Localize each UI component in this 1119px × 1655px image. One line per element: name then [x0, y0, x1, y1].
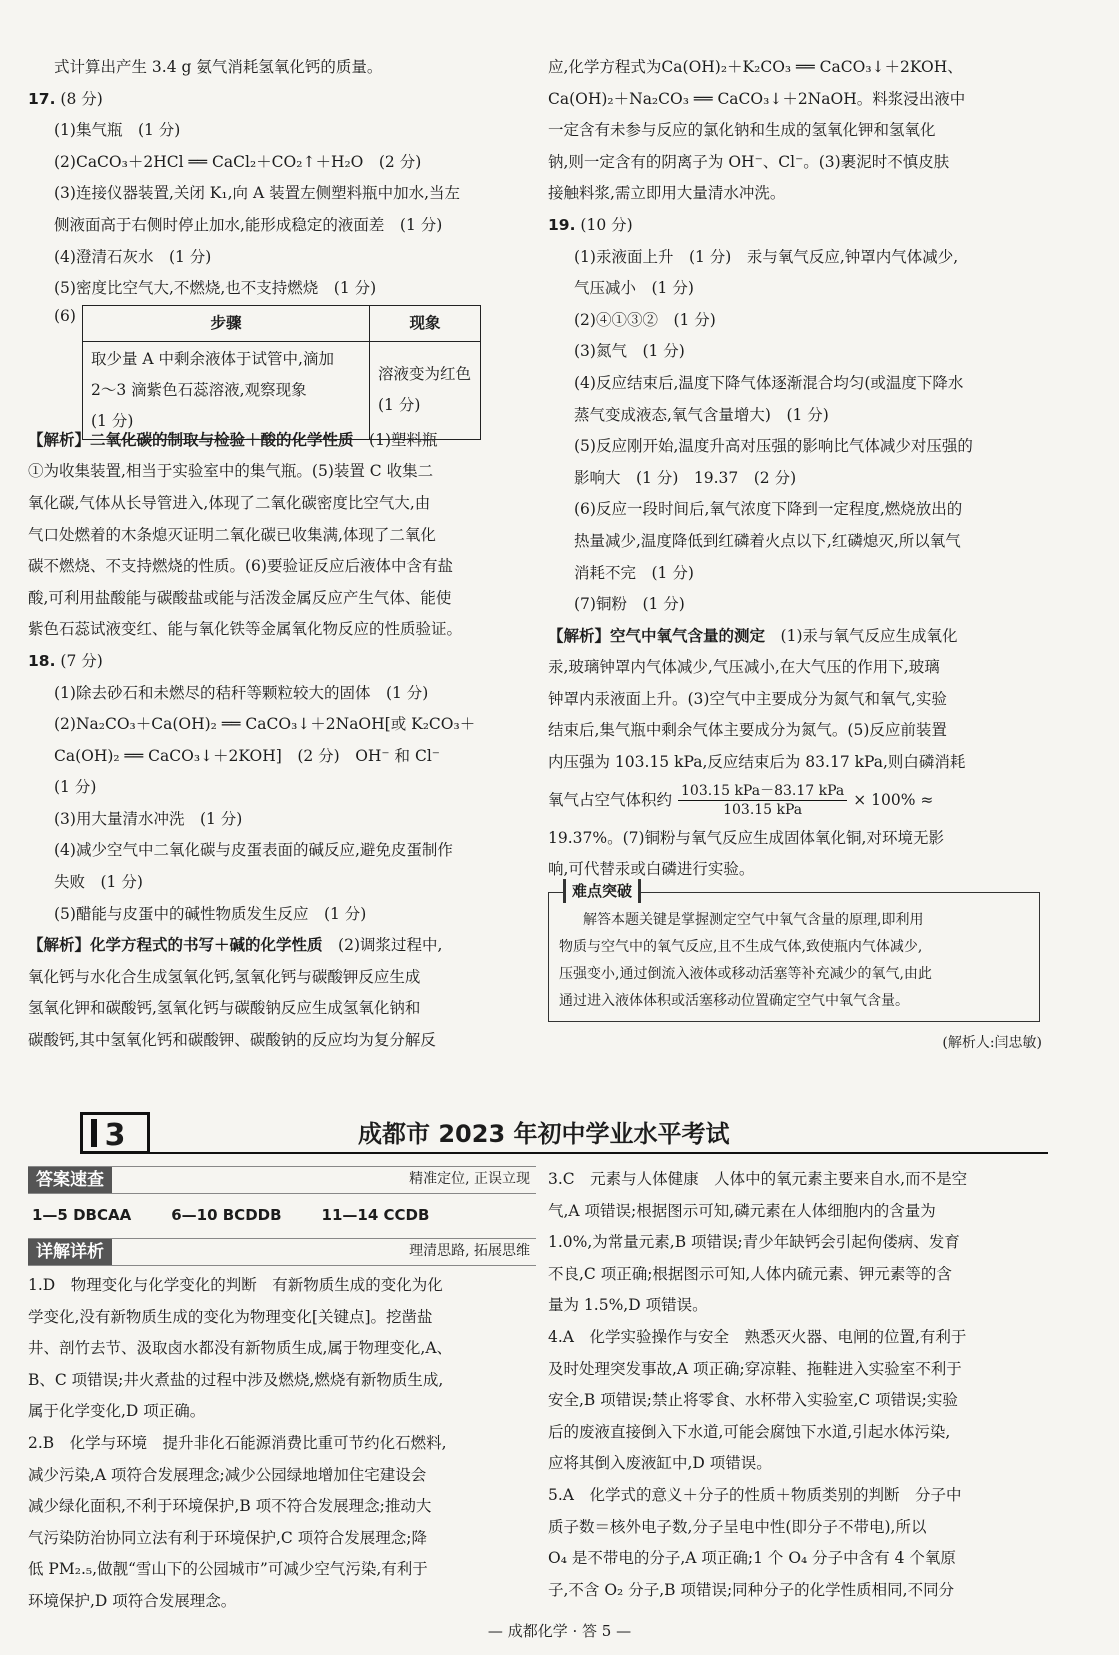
q18-cont-line: 接触料浆,需立即用大量清水冲洗。 — [548, 184, 786, 203]
item-line: 学变化,没有新物质生成的变化为物理变化[关键点]。挖凿盐 — [28, 1307, 433, 1326]
q17-number: 17. — [28, 89, 56, 108]
quick-answers — [28, 1198, 536, 1234]
item-line: 质子数＝核外电子数,分子呈电中性(即分子不带电),所以 — [548, 1517, 927, 1536]
answer-group: 6—10 BCDDB — [171, 1206, 282, 1225]
left-column — [28, 52, 536, 1057]
item-line: 减少污染,A 项符合发展理念;减少公园绿地增加住宅建设会 — [28, 1465, 427, 1484]
q17-analysis-line: 气口处燃着的木条熄灭证明二氧化碳已收集满,体现了二氧化 — [28, 525, 436, 544]
section-header — [28, 1112, 1048, 1158]
section-title: 成都市 2023 年初中学业水平考试 — [358, 1120, 730, 1148]
q19-line: 气压减小 (1 分) — [574, 279, 694, 298]
difficulty-line: 压强变小,通过倒流入液体或移动活塞等补充减少的氧气,由此 — [559, 965, 932, 982]
q17-steps-table — [82, 305, 481, 440]
analysis-label: 详解详析 — [28, 1239, 112, 1265]
answers-label: 答案速查 — [28, 1167, 112, 1193]
q18-line: (1)除去砂石和未燃尽的秸秆等颗粒较大的固体 (1 分) — [54, 683, 429, 702]
q18-line: Ca(OH)₂ ══ CaCO₃↓＋2KOH] (2 分) OH⁻ 和 Cl⁻ — [54, 746, 440, 765]
q18-line: (5)醋能与皮蛋中的碱性物质发生反应 (1 分) — [54, 904, 367, 923]
q19-fraction-line — [548, 779, 1048, 823]
q17-line: (4)澄清石灰水 (1 分) — [54, 247, 212, 266]
q19-line: (6)反应一段时间后,氧气浓度下降到一定程度,燃烧放出的 — [574, 500, 963, 519]
q17-line: (1)集气瓶 (1 分) — [54, 121, 181, 140]
q17-table-wrap — [28, 305, 536, 430]
q17-score: (8 分) — [60, 89, 103, 108]
q17-analysis-line: 酸,可利用盐酸能与碳酸盐或能与活泼金属反应产生气体、能使 — [28, 588, 452, 607]
right-column — [548, 52, 1048, 1059]
item-line: 及时处理突发事故,A 项正确;穿凉鞋、拖鞋进入实验室不利于 — [548, 1359, 962, 1378]
q18-cont-line: 钠,则一定含有的阴离子为 OH⁻、Cl⁻。(3)裹泥时不慎皮肤 — [548, 152, 950, 171]
item-line: 应将其倒入废液缸中,D 项错误。 — [548, 1454, 772, 1473]
item-line: 2.B 化学与环境 提升非化石能源消费比重可节约化石燃料, — [28, 1433, 447, 1452]
q19-analysis-line: 汞,玻璃钟罩内气体减少,气压减小,在大气压的作用下,玻璃 — [548, 658, 940, 677]
analysis-tag: 【解析】 — [548, 626, 611, 645]
q17-analysis-line: 碳不燃烧、不支持燃烧的性质。(6)要验证反应后液体中含有盐 — [28, 557, 453, 576]
q18-score: (7 分) — [60, 651, 103, 670]
q19-analysis-line: 钟罩内汞液面上升。(3)空气中主要成分为氮气和氧气,实验 — [548, 689, 947, 708]
item-line: 子,不含 O₂ 分子,B 项错误;同种分子的化学性质相同,不同分 — [548, 1580, 955, 1599]
table-header-phenomenon: 现象 — [370, 305, 481, 341]
q18-analysis-line: 氧化钙与水化合生成氢氧化钙,氢氧化钙与碳酸钾反应生成 — [28, 967, 421, 986]
section-divider — [150, 1152, 1048, 1154]
lower-left-column — [28, 1162, 536, 1618]
fraction-numerator: 103.15 kPa－83.17 kPa — [678, 782, 847, 801]
answer-group: 1—5 DBCAA — [32, 1206, 132, 1225]
difficulty-line: 解答本题关键是掌握测定空气中氧气含量的原理,即利用 — [583, 911, 924, 928]
table-header-step: 步骤 — [83, 305, 370, 341]
result-line: (1 分) — [378, 396, 421, 415]
q19-line: 蒸气变成液态,氧气含量增大) (1 分) — [574, 405, 829, 424]
item-line: 量为 1.5%,D 项错误。 — [548, 1296, 708, 1315]
q17-analysis-line: ①为收集装置,相当于实验室中的集气瓶。(5)装置 C 收集二 — [28, 462, 434, 481]
item-line: 1.0%,为常量元素,B 项错误;青少年缺钙会引起佝偻病、发育 — [548, 1233, 960, 1252]
item-line: 减少绿化面积,不利于环境保护,B 项不符合发展理念;推动大 — [28, 1497, 432, 1516]
item-line: 后的废液直接倒入下水道,可能会腐蚀下水道,引起水体污染, — [548, 1422, 951, 1441]
q19-header — [548, 210, 1048, 242]
q17-analysis-line: 氧化碳,气体从长导管进入,体现了二氧化碳密度比空气大,由 — [28, 493, 431, 512]
item-line: 属于化学变化,D 项正确。 — [28, 1402, 206, 1421]
q19-line: (2)④①③② (1 分) — [574, 310, 716, 329]
q17-line: (2)CaCO₃＋2HCl ══ CaCl₂＋CO₂↑＋H₂O (2 分) — [54, 152, 422, 171]
section-number: 3 — [80, 1112, 150, 1154]
q19-line: (7)铜粉 (1 分) — [574, 595, 685, 614]
q19-line: (3)氮气 (1 分) — [574, 342, 685, 361]
step-line: 取少量 A 中剩余液体于试管中,滴加 — [91, 349, 334, 368]
q18-line: (3)用大量清水冲洗 (1 分) — [54, 809, 243, 828]
q19-line: (5)反应刚开始,温度升高对压强的影响比气体减少对压强的 — [574, 437, 973, 456]
q17-line: (3)连接仪器装置,关闭 K₁,向 A 装置左侧塑料瓶中加水,当左 — [54, 184, 461, 203]
q18-analysis-line: 氢氧化钾和碳酸钙,氢氧化钙与碳酸钠反应生成氢氧化钠和 — [28, 999, 421, 1018]
analysis-band — [28, 1238, 536, 1266]
analysis-topic: 空气中氧气含量的测定 — [610, 626, 766, 645]
q19-line: 消耗不完 (1 分) — [574, 563, 694, 582]
q18-line: (4)减少空气中二氧化碳与皮蛋表面的碱反应,避免皮蛋制作 — [54, 841, 453, 860]
q19-number: 19. — [548, 215, 576, 234]
difficulty-title: 难点突破 — [563, 879, 641, 903]
table-cell-result — [370, 341, 481, 439]
q18-analysis-line: 碳酸钙,其中氢氧化钙和碳酸钾、碳酸钠的反应均为复分解反 — [28, 1031, 436, 1050]
table-cell-step — [83, 341, 370, 439]
item-line: 不良,C 项正确;根据图示可知,人体内硫元素、钾元素等的含 — [548, 1264, 952, 1283]
difficulty-line: 物质与空气中的氧气反应,且不生成气体,致使瓶内气体减少, — [559, 938, 923, 955]
analysis-text: (1)塑料瓶 — [369, 430, 438, 449]
q18-cont-line: Ca(OH)₂＋Na₂CO₃ ══ CaCO₃↓＋2NaOH。料浆浸出液中 — [548, 89, 966, 108]
q19-analysis-tail: 19.37%。(7)铜粉与氧气反应生成固体氧化铜,对环境无影 — [548, 828, 944, 847]
q18-analysis-first — [28, 930, 536, 962]
q17-line: (5)密度比空气大,不燃烧,也不支持燃烧 (1 分) — [54, 279, 377, 298]
q19-score: (10 分) — [580, 215, 633, 234]
q18-line: (2)Na₂CO₃＋Ca(OH)₂ ══ CaCO₃↓＋2NaOH[或 K₂CO₃＋ — [54, 715, 476, 734]
fraction-prefix: 氧气占空气体积约 — [548, 790, 673, 809]
result-line: 溶液变为红色 — [378, 365, 472, 384]
difficulty-box — [548, 881, 1040, 1022]
item-line: 4.A 化学实验操作与安全 熟悉灭火器、电闸的位置,有利于 — [548, 1327, 967, 1346]
q19-analysis-tail: 响,可代替汞或白磷进行实验。 — [548, 860, 755, 879]
item-line: 3.C 元素与人体健康 人体中的氧元素主要来自水,而不是空 — [548, 1170, 968, 1188]
q17-line: 侧液面高于右侧时停止加水,能形成稳定的液面差 (1 分) — [54, 215, 443, 234]
difficulty-body — [559, 895, 1029, 1015]
analysis-text: (1)汞与氧气反应生成氧化 — [780, 626, 958, 645]
analysis-tag: 【解析】 — [28, 430, 91, 449]
q17-header — [28, 84, 536, 116]
fraction-suffix: × 100% ≈ — [853, 790, 934, 809]
intro-line: 式计算出产生 3.4 g 氨气消耗氢氧化钙的质量。 — [54, 58, 383, 76]
item-line: 环境保护,D 项符合发展理念。 — [28, 1591, 237, 1610]
q19-line: (1)汞液面上升 (1 分) 汞与氧气反应,钟罩内气体减少, — [574, 247, 959, 266]
analysis-tag: 【解析】 — [28, 936, 91, 955]
q19-analysis-first — [548, 621, 1048, 653]
item-line: O₄ 是不带电的分子,A 项正确;1 个 O₄ 分子中含有 4 个氧原 — [548, 1549, 956, 1568]
item-line: 气污染防治协同立法有利于环境保护,C 项符合发展理念;降 — [28, 1528, 427, 1547]
q19-line: 热量减少,温度降低到红磷着火点以下,红磷熄灭,所以氧气 — [574, 531, 961, 550]
answer-group: 11—14 CCDB — [321, 1206, 430, 1225]
item-line: 低 PM₂.₅,做靓“雪山下的公园城市”可减少空气污染,有利于 — [28, 1560, 428, 1579]
fraction — [678, 782, 847, 819]
answers-slogan: 精准定位, 正误立现 — [409, 1171, 530, 1188]
item-line: 井、剖竹去节、汲取卤水都没有新物质生成,属于物理变化,A、 — [28, 1339, 453, 1358]
page-footer: — 成都化学 · 答 5 — — [487, 1622, 632, 1640]
q18-line: (1 分) — [54, 778, 97, 797]
analysis-text: (2)调浆过程中, — [338, 936, 443, 955]
q18-cont-line: 应,化学方程式为Ca(OH)₂＋K₂CO₃ ══ CaCO₃↓＋2KOH、 — [548, 58, 963, 76]
q19-line: 影响大 (1 分) 19.37 (2 分) — [574, 468, 797, 487]
lower-right-column — [548, 1164, 1048, 1606]
q17-table-label: (6) — [54, 306, 76, 325]
answers-band — [28, 1166, 536, 1194]
item-line: 1.D 物理变化与化学变化的判断 有新物质生成的变化为化 — [28, 1276, 443, 1294]
q19-line: (4)反应结束后,温度下降气体逐渐混合均匀(或温度下降水 — [574, 373, 964, 392]
analysis-topic: 二氧化碳的制取与检验＋酸的化学性质 — [90, 430, 354, 449]
q18-cont-line: 一定含有未参与反应的氯化钠和生成的氢氧化钾和氢氧化 — [548, 121, 936, 140]
analysis-slogan: 理清思路, 拓展思维 — [409, 1243, 530, 1260]
step-line: 2～3 滴紫色石蕊溶液,观察现象 — [91, 380, 307, 399]
difficulty-line: 通过进入液体体积或活塞移动位置确定空气中氧气含量。 — [559, 992, 909, 1009]
item-line: B、C 项错误;井火煮盐的过程中涉及燃烧,燃烧有新物质生成, — [28, 1370, 444, 1389]
item-line: 安全,B 项错误;禁止将零食、水杯带入实验室,C 项错误;实验 — [548, 1391, 958, 1410]
q17-analysis-line: 紫色石蕊试液变红、能与氧化铁等金属氧化物反应的性质验证。 — [28, 620, 463, 639]
q18-line: 失败 (1 分) — [54, 873, 143, 892]
analyst-credit: (解析人:闫忠敏) — [942, 1034, 1042, 1051]
q19-analysis-line: 结束后,集气瓶中剩余气体主要成分为氮气。(5)反应前装置 — [548, 721, 947, 740]
fraction-denominator: 103.15 kPa — [723, 802, 803, 819]
item-line: 5.A 化学式的意义＋分子的性质＋物质类别的判断 分子中 — [548, 1485, 962, 1504]
item-line: 气,A 项错误;根据图示可知,磷元素在人体细胞内的含量为 — [548, 1201, 936, 1220]
analysis-topic: 化学方程式的书写＋碱的化学性质 — [90, 936, 323, 955]
q18-header — [28, 646, 536, 678]
q19-analysis-line: 内压强为 103.15 kPa,反应结束后为 83.17 kPa,则白磷消耗 — [548, 753, 966, 772]
step-line: (1 分) — [91, 411, 134, 430]
q18-number: 18. — [28, 651, 56, 670]
